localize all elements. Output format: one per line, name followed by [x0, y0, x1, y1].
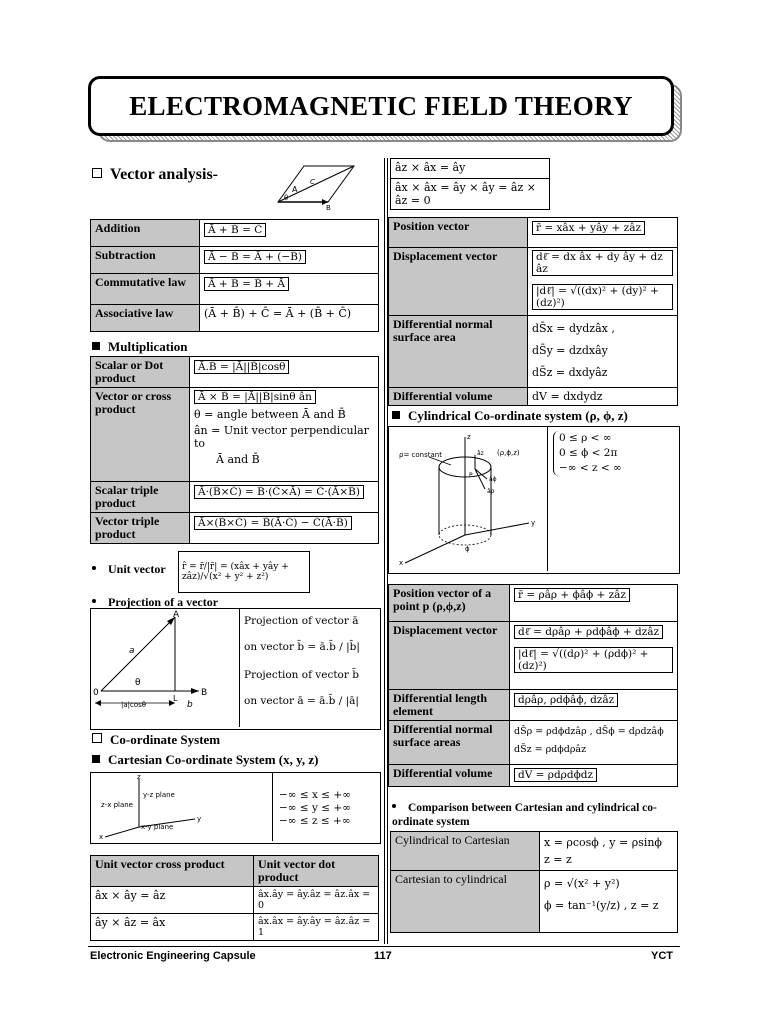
svg-text:C: C [310, 178, 315, 186]
table-row: Scalar triple product Ā·(B̄×C̄) = B̄·(C̄×Ā) = C̄·(Ā×B̄) [91, 482, 379, 513]
multiplication-table [90, 356, 379, 544]
table-row: Commutative law Ā + B̄ = B̄ + Ā [91, 274, 379, 305]
projection-box [90, 608, 381, 730]
projection-label: Projection of a vector [92, 595, 218, 610]
bullet-icon [92, 566, 96, 570]
svg-text:P: P [469, 472, 473, 479]
svg-text:x-y plane: x-y plane [141, 823, 174, 831]
table-row: Displacement vector dℓ̄ = dρâρ + ρdϕâϕ + dzâz |dℓ̄| = √((dρ)² + (ρdϕ)² + (dz)²) [389, 622, 678, 690]
cylindrical-ranges: 0 ≤ ρ < ∞ 0 ≤ ϕ < 2π −∞ < z < ∞ [553, 431, 622, 476]
unit-vector-label: Unit vector [92, 562, 166, 577]
projection-figure [91, 609, 236, 727]
unit-vector-table [90, 855, 379, 941]
unit-vector-formula: r̂ = r̄/|r̄| = (xâx + yây + zâz)/√(x² + y² + z²) [178, 551, 310, 593]
svg-text:x: x [99, 833, 104, 841]
svg-text:ϕ: ϕ [465, 545, 470, 553]
svg-text:âϕ: âϕ [489, 476, 497, 483]
fig-label-theta: θ [135, 678, 141, 688]
table-row: Cartesian to cylindrical ρ = √(x² + y²) ϕ = tan⁻¹(y/z) , z = z [391, 871, 678, 933]
square-bullet-icon [392, 411, 400, 419]
cartesian-axes-figure [91, 773, 271, 841]
table-row: Subtraction Ā − B̄ = Ā + (−B̄) [91, 247, 379, 274]
coord-system-heading: Co-ordinate System [92, 732, 220, 748]
cartesian-box [90, 772, 381, 844]
table-row: Unit vector cross product Unit vector dot product [91, 856, 379, 887]
svg-text:(ρ,ϕ,z): (ρ,ϕ,z) [497, 449, 520, 457]
vector-analysis-heading: Vector analysis- [92, 166, 218, 184]
projection-text: Projection of vector ā on vector b̄ = ā.b̄ / |b̄| Projection of vector b̄ on vector ā = ā.b̄ / |ā| [244, 615, 360, 707]
cartesian-heading: Cartesian Co-ordinate System (x, y, z) [92, 752, 319, 768]
column-divider [384, 158, 385, 944]
table-row: ây × âz = âx âx.âx = ây.ây = âz.âz = 1 [91, 914, 379, 941]
table-row: Vector or cross product Ā × B̄ = |Ā||B̄|sinθ ân θ = angle between Ā and B̄ ân = Unit vector perpendicular to Ā and B̄ [91, 388, 379, 482]
svg-text:z: z [137, 773, 141, 781]
square-bullet-icon [92, 342, 100, 350]
projection-divider [239, 609, 240, 727]
svg-text:âz: âz [477, 450, 484, 457]
table-row: Displacement vector dℓ̄ = dx âx + dy ây + dz âz |dℓ̄| = √((dx)² + (dy)² + (dz)²) [389, 248, 678, 316]
table-row: Position vector r̄ = xâx + yây + zâz [389, 218, 678, 248]
cartesian-ranges: −∞ ≤ x ≤ +∞ −∞ ≤ y ≤ +∞ −∞ ≤ z ≤ +∞ [279, 789, 351, 827]
table-row: Scalar or Dot product Ā.B̄ = |Ā||B̄|cosθ [91, 357, 379, 388]
fig-label-O: 0 [93, 688, 99, 698]
svg-text:z: z [467, 433, 471, 441]
vector-addition-figure [270, 160, 360, 210]
table-row: Position vector of a point p (ρ,ϕ,z) r̄ = ρâρ + ϕâϕ + zâz [389, 585, 678, 622]
cylindrical-heading: Cylindrical Co-ordinate system (ρ, ϕ, z) [392, 408, 628, 424]
table-row: âx × âx = ây × ây = âz × âz = 0 [391, 179, 550, 210]
footer-rule [88, 946, 680, 947]
fig-label-b: b [187, 700, 193, 710]
cartesian-divider [272, 773, 273, 841]
svg-text:y-z plane: y-z plane [143, 791, 175, 799]
table-row: âx × ây = âz âx.ây = ây.âz = âz.âx = 0 [91, 887, 379, 914]
bullet-icon [392, 804, 396, 808]
svg-text:ρ= constant: ρ= constant [399, 451, 442, 459]
svg-text:θ: θ [284, 194, 289, 202]
table-row: Differential volume dV = dxdydz [389, 388, 678, 406]
bullet-icon [92, 599, 96, 603]
table-row: âz × âx = ây [391, 159, 550, 179]
table-row: Addition Ā + B̄ = C̄ [91, 220, 379, 247]
cartesian-elements-table [388, 217, 678, 406]
table-row: Differential length element dρâρ, ρdϕâϕ, dzâz [389, 690, 678, 721]
fig-label-acos: |a|cosθ [121, 701, 147, 709]
table-row: Cylindrical to Cartesian x = ρcosϕ , y = ρsinϕ z = z [391, 832, 678, 871]
svg-text:y: y [531, 519, 536, 527]
table-row: Differential normal surface area dS̄x = dydzâx , dS̄y = dzdxây dS̄z = dxdyâz [389, 316, 678, 388]
fig-label-A: A [173, 610, 180, 620]
title-box [88, 76, 674, 136]
svg-text:z-x plane: z-x plane [101, 801, 133, 809]
title-banner [88, 76, 680, 140]
svg-text:âρ: âρ [487, 488, 495, 495]
svg-text:y: y [197, 815, 202, 823]
fig-label-a: a [129, 646, 135, 656]
table-row: Differential normal surface areas dS̄ρ = ρdϕdzâρ , dS̄ϕ = dρdzâϕ dS̄z = ρdϕdρâz [389, 721, 678, 765]
multiplication-heading: Multiplication [92, 339, 187, 355]
table-row: Associative law (Ā + B̄) + C̄ = Ā + (B̄ + C̄) [91, 305, 379, 332]
cylindrical-box [388, 426, 680, 574]
square-bullet-icon [92, 755, 100, 763]
comparison-table [390, 831, 678, 933]
checkbox-bullet-icon [92, 733, 102, 743]
comparison-heading: Comparison between Cartesian and cylindrical co-ordinate system [392, 802, 657, 828]
cylinder-figure [389, 427, 547, 571]
table-row: Vector triple product Ā×(B̄×C̄) = B̄(Ā·C̄) − C̄(Ā·B̄) [91, 513, 379, 544]
page-number: 117 [374, 950, 392, 962]
cylindrical-elements-table [388, 584, 678, 787]
svg-text:x: x [399, 559, 404, 567]
fig-label-B: B [201, 688, 208, 698]
table-row: Differential volume dV = ρdρdϕdz [389, 765, 678, 787]
svg-text:A: A [292, 185, 298, 194]
fig-label-L: L [173, 694, 178, 703]
vector-ops-table [90, 219, 379, 332]
svg-text:B: B [326, 204, 331, 210]
page-title: ELECTROMAGNETIC FIELD THEORY [129, 90, 633, 121]
footer-right: YCT [651, 950, 673, 962]
cylinder-divider [547, 427, 548, 571]
cross-product-rows [390, 158, 550, 210]
footer-left: Electronic Engineering Capsule [90, 950, 256, 962]
checkbox-bullet-icon [92, 168, 102, 178]
